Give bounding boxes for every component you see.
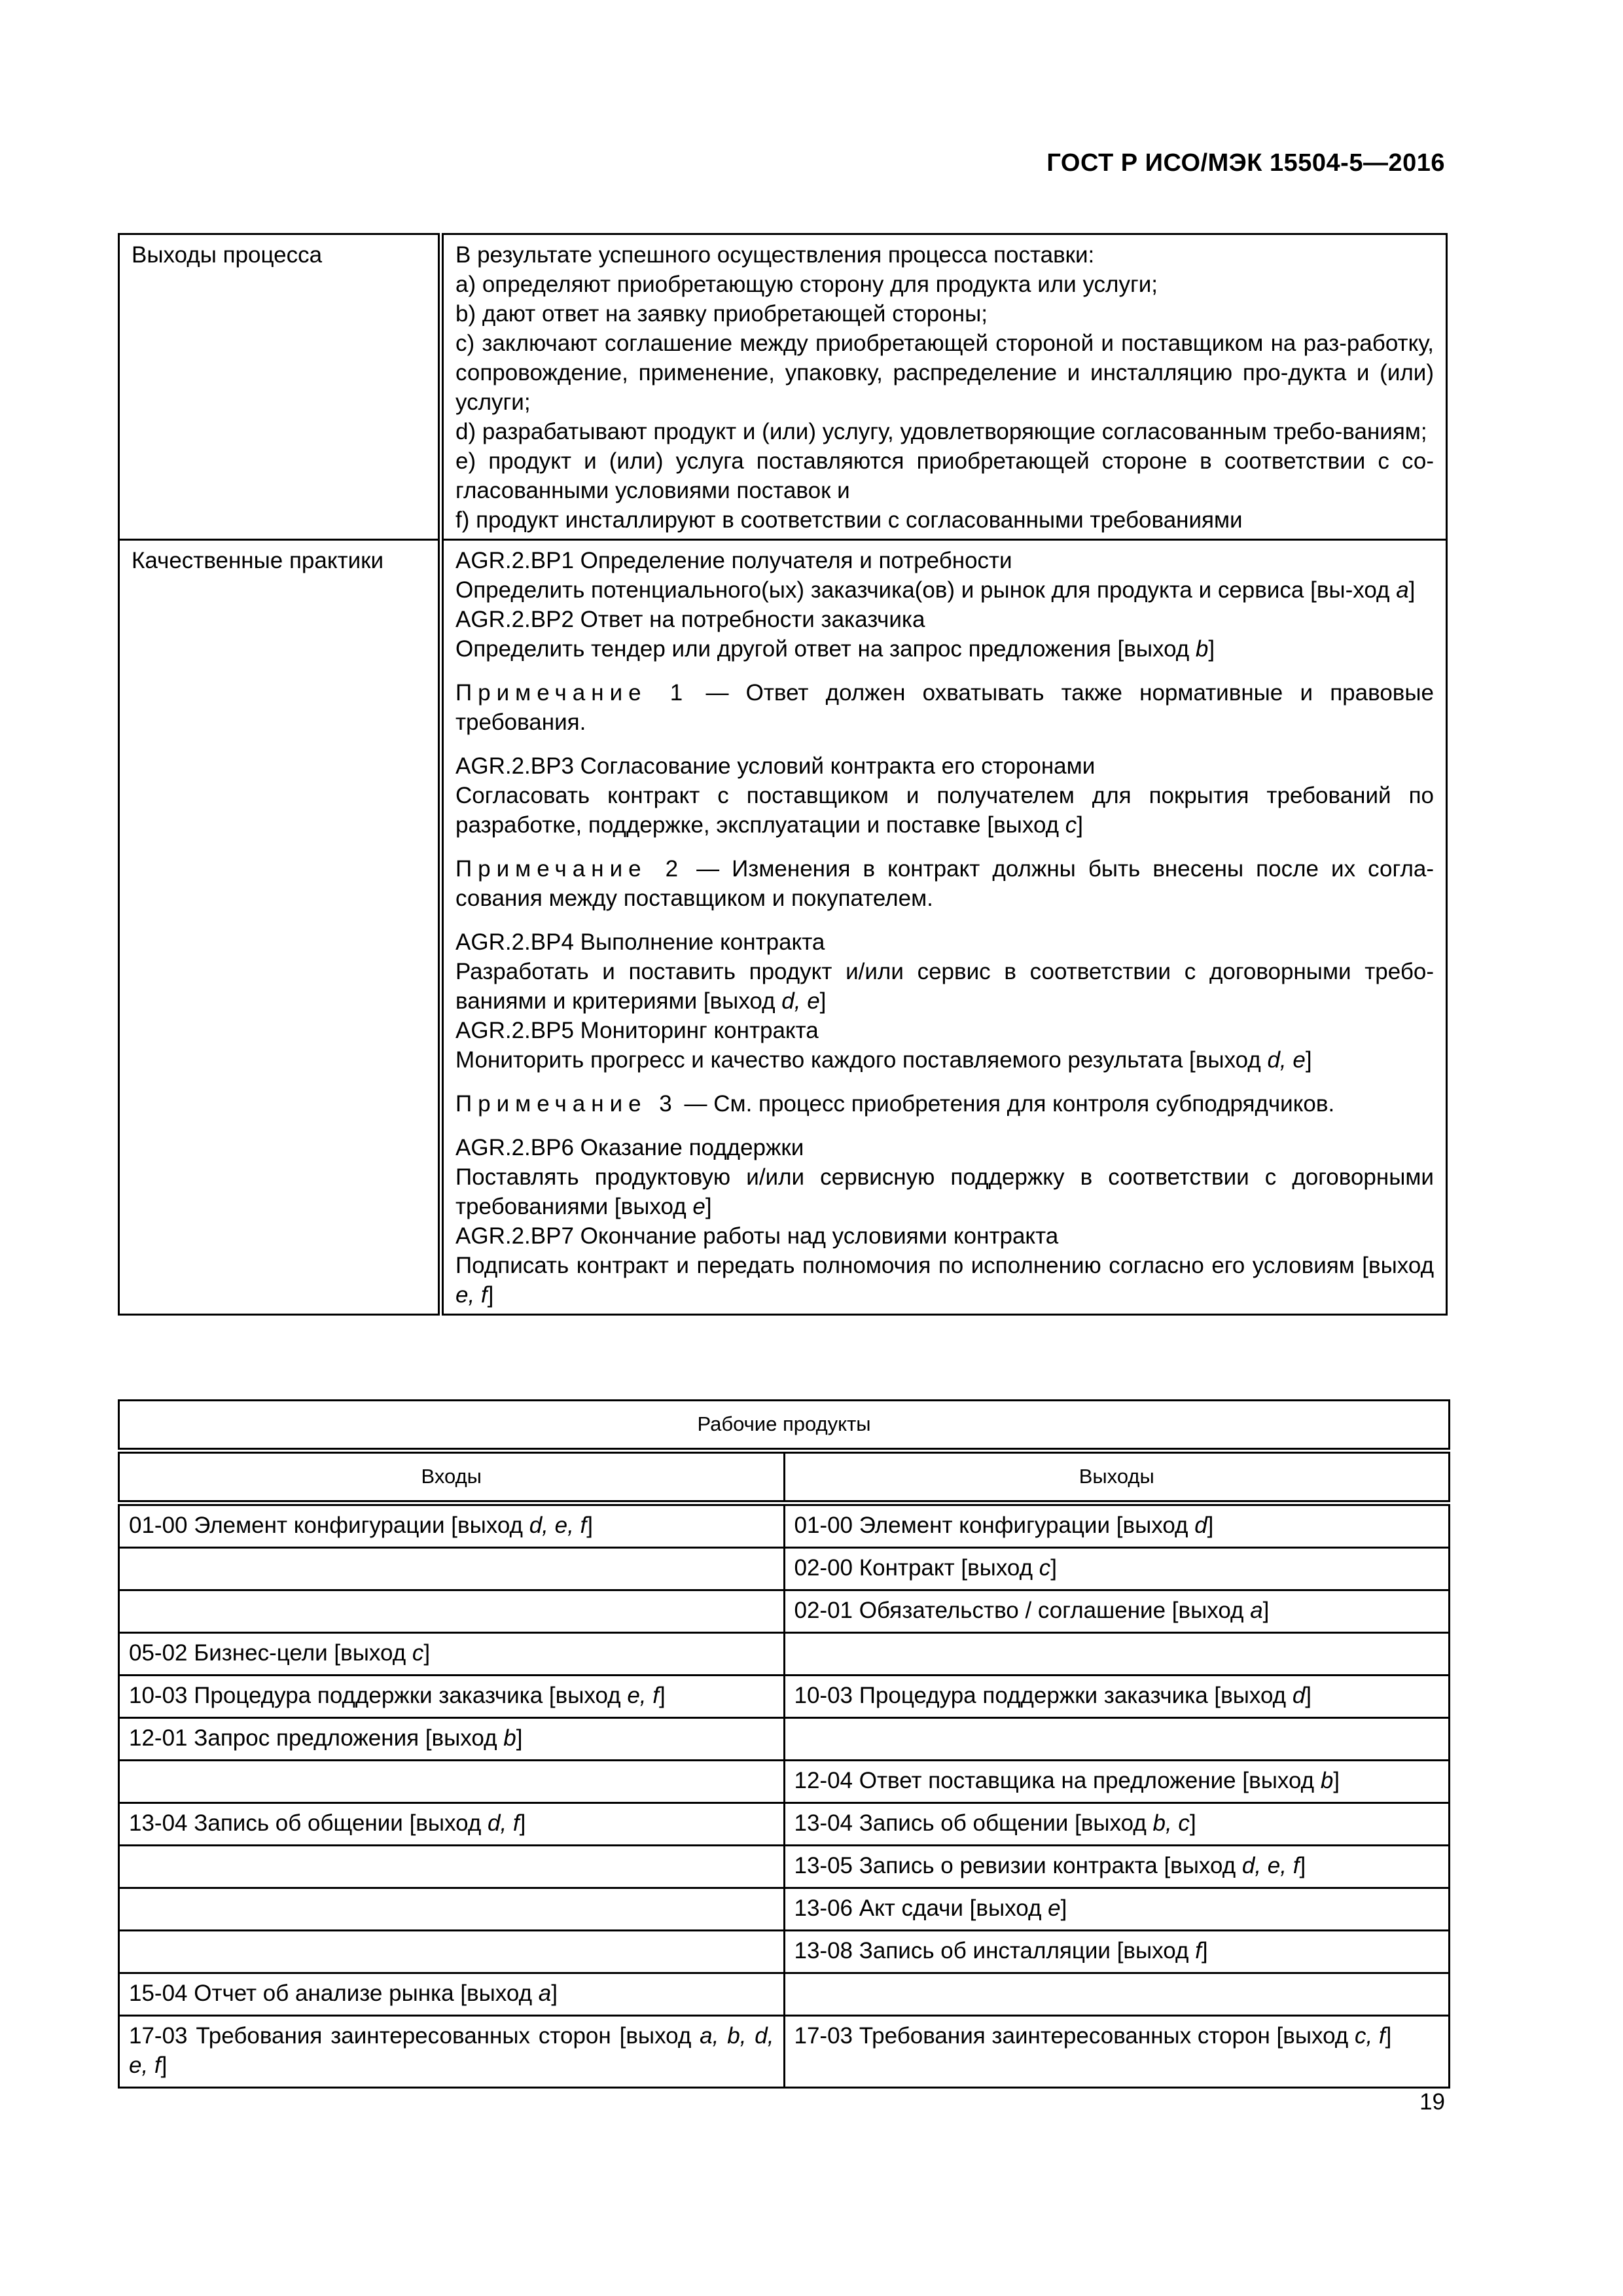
output-item: b) дают ответ на заявку приобретающей стороны; <box>455 301 988 327</box>
bp7-title: AGR.2.BP7 Окончание работы над условиями контракта <box>455 1223 1059 1249</box>
input-cell <box>119 1548 785 1590</box>
process-outputs-row <box>119 234 1447 540</box>
output-cell: 13-08 Запись об инсталляции [выход f] <box>784 1931 1450 1973</box>
table-row <box>119 1590 1450 1633</box>
output-cell <box>784 1633 1450 1676</box>
note-2: Примечание 2 — Изменения в контракт должны быть внесены после их согла-сования между поставщиком и покупателем. <box>455 856 1434 911</box>
output-cell: 13-06 Акт сдачи [выход e] <box>784 1888 1450 1931</box>
bp1-text: Определить потенциального(ых) заказчика(ов) и рынок для продукта и сервиса [вы-ход a] <box>455 577 1416 603</box>
bp1-title: AGR.2.BP1 Определение получателя и потребности <box>455 548 1012 573</box>
outputs-column-header: Выходы <box>784 1451 1450 1503</box>
table-row <box>119 1931 1450 1973</box>
input-cell <box>119 1590 785 1633</box>
output-item: e) продукт и (или) услуга поставляются приобретающей стороне в соответствии с со-гласованными условиями поставок и <box>455 448 1434 503</box>
table-row <box>119 1676 1450 1718</box>
bp6-title: AGR.2.BP6 Оказание поддержки <box>455 1135 804 1160</box>
bp-block-1 <box>455 546 1434 664</box>
output-item: c) заключают соглашение между приобретающей стороной и поставщиком на раз-работку, сопровождение, применение, упаковку, распределение и инсталляцию про-дукта и (или) услуги; <box>455 331 1434 415</box>
table-row <box>119 1548 1450 1590</box>
bp4-text: Разработать и поставить продукт и/или сервис в соответствии с договорными требо-ваниями и критериями [выход d, e] <box>455 959 1434 1014</box>
output-cell <box>784 1718 1450 1761</box>
bp-block-3 <box>455 751 1434 840</box>
bp-block-6 <box>455 1133 1434 1310</box>
table-row <box>119 1503 1450 1548</box>
base-practices-row <box>119 540 1447 1315</box>
input-cell: 13-04 Запись об общении [выход d, f] <box>119 1803 785 1846</box>
table-row <box>119 2016 1450 2088</box>
output-cell: 10-03 Процедура поддержки заказчика [выход d] <box>784 1676 1450 1718</box>
bp7-text: Подписать контракт и передать полномочия по исполнению согласно его условиям [выход e, f] <box>455 1253 1434 1308</box>
output-item: а) определяют приобретающую сторону для продукта или услуги; <box>455 272 1158 297</box>
base-practices-cell <box>441 540 1447 1315</box>
bp-block-4 <box>455 927 1434 1075</box>
process-table <box>118 233 1448 1316</box>
inputs-column-header: Входы <box>119 1451 785 1503</box>
row-label: Выходы процесса <box>119 234 441 540</box>
input-cell <box>119 1888 785 1931</box>
work-products-title-row <box>119 1401 1450 1451</box>
output-item: d) разрабатывают продукт и (или) услугу, удовлетворяющие согласованным требо-ваниям; <box>455 419 1427 444</box>
document-header: ГОСТ Р ИСО/МЭК 15504-5—2016 <box>1046 149 1445 177</box>
input-cell: 17-03 Требования заинтересованных сторон [выход a, b, d, e, f] <box>119 2016 785 2088</box>
output-item: f) продукт инсталлируют в соответствии с согласованными требованиями <box>455 507 1243 533</box>
input-cell: 01-00 Элемент конфигурации [выход d, e, f] <box>119 1503 785 1548</box>
input-cell <box>119 1761 785 1803</box>
work-products-table <box>118 1399 1450 2089</box>
table-row <box>119 1761 1450 1803</box>
note-3: Примечание 3 — См. процесс приобретения для контроля субподрядчиков. <box>455 1091 1335 1117</box>
bp3-text: Согласовать контракт с поставщиком и получателем для покрытия требований по разработке, поддержке, эксплуатации и поставке [выход c] <box>455 783 1434 838</box>
column-header-row <box>119 1451 1450 1503</box>
output-cell: 02-01 Обязательство / соглашение [выход a] <box>784 1590 1450 1633</box>
table-row <box>119 1973 1450 2016</box>
table-row <box>119 1888 1450 1931</box>
outputs-intro: В результате успешного осуществления процесса поставки: <box>455 242 1095 268</box>
table-row <box>119 1633 1450 1676</box>
row-label: Качественные практики <box>119 540 441 1315</box>
table-row <box>119 1718 1450 1761</box>
note-1: Примечание 1 — Ответ должен охватывать также нормативные и правовые требования. <box>455 680 1434 735</box>
output-cell: 17-03 Требования заинтересованных сторон [выход c, f] <box>784 2016 1450 2088</box>
input-cell <box>119 1846 785 1888</box>
bp5-title: AGR.2.BP5 Мониторинг контракта <box>455 1018 819 1043</box>
input-cell: 10-03 Процедура поддержки заказчика [выход e, f] <box>119 1676 785 1718</box>
output-cell: 13-04 Запись об общении [выход b, c] <box>784 1803 1450 1846</box>
table-row <box>119 1803 1450 1846</box>
page-number: 19 <box>1419 2089 1445 2115</box>
input-cell <box>119 1931 785 1973</box>
bp6-text: Поставлять продуктовую и/или сервисную поддержку в соответствии с договорными требованиями [выход e] <box>455 1164 1434 1219</box>
output-cell: 02-00 Контракт [выход c] <box>784 1548 1450 1590</box>
output-cell: 13-05 Запись о ревизии контракта [выход d, e, f] <box>784 1846 1450 1888</box>
bp4-title: AGR.2.BP4 Выполнение контракта <box>455 929 825 955</box>
table-row <box>119 1846 1450 1888</box>
output-cell: 01-00 Элемент конфигурации [выход d] <box>784 1503 1450 1548</box>
output-cell: 12-04 Ответ поставщика на предложение [выход b] <box>784 1761 1450 1803</box>
input-cell: 15-04 Отчет об анализе рынка [выход a] <box>119 1973 785 2016</box>
bp2-text: Определить тендер или другой ответ на запрос предложения [выход b] <box>455 636 1215 662</box>
input-cell: 05-02 Бизнес-цели [выход c] <box>119 1633 785 1676</box>
bp2-title: AGR.2.BP2 Ответ на потребности заказчика <box>455 607 925 632</box>
process-outputs-cell <box>441 234 1447 540</box>
work-products-title: Рабочие продукты <box>119 1401 1450 1451</box>
bp5-text: Мониторить прогресс и качество каждого поставляемого результата [выход d, e] <box>455 1047 1312 1073</box>
bp3-title: AGR.2.BP3 Согласование условий контракта его сторонами <box>455 753 1096 779</box>
input-cell: 12-01 Запрос предложения [выход b] <box>119 1718 785 1761</box>
output-cell <box>784 1973 1450 2016</box>
